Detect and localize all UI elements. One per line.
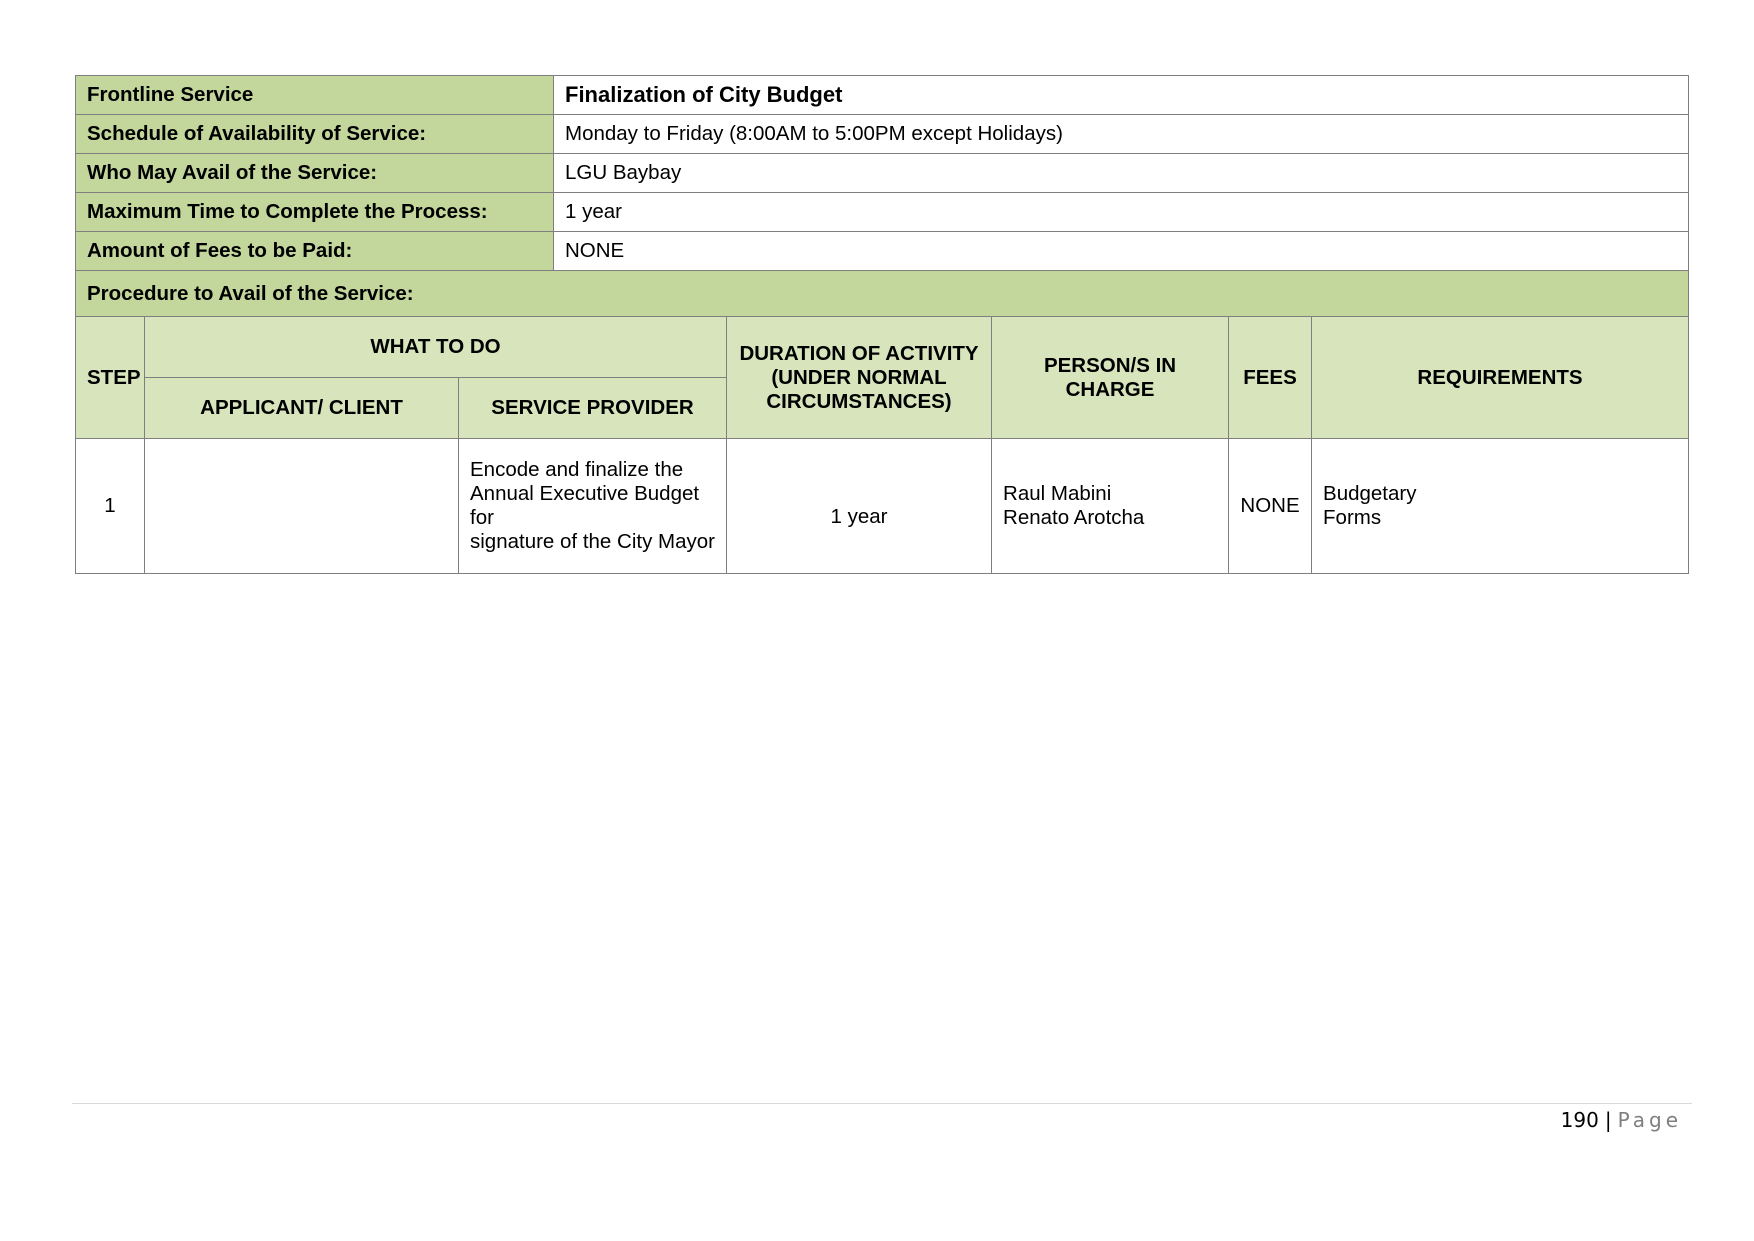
duration-header-line: DURATION OF ACTIVITY xyxy=(739,341,979,365)
person-line: Raul Mabini xyxy=(1003,482,1112,505)
who-may-avail-row xyxy=(76,154,1689,193)
step-number: 1 xyxy=(76,439,145,574)
steps-table xyxy=(75,316,1689,574)
requirements-line: Forms xyxy=(1323,506,1382,529)
frontline-row xyxy=(76,76,1689,115)
duration-header-line: (UNDER NORMAL xyxy=(771,365,947,389)
page-word: Page xyxy=(1617,1108,1682,1132)
person-line: Renato Arotcha xyxy=(1003,506,1145,529)
page-footer xyxy=(1561,1107,1682,1133)
schedule-label: Schedule of Availability of Service: xyxy=(76,115,554,154)
who-may-avail-value: LGU Baybay xyxy=(554,154,1689,193)
steps-header-row xyxy=(76,317,1689,378)
requirements-line: Budgetary xyxy=(1323,482,1417,505)
fees-row xyxy=(76,232,1689,271)
max-time-row xyxy=(76,193,1689,232)
schedule-row xyxy=(76,115,1689,154)
service-provider-line: Encode and finalize the xyxy=(470,458,684,481)
table-row xyxy=(76,439,1689,574)
duration-header-line: CIRCUMSTANCES) xyxy=(766,389,952,413)
fees-header: FEES xyxy=(1229,317,1312,439)
step-header: STEP xyxy=(76,317,145,439)
schedule-value: Monday to Friday (8:00AM to 5:00PM except Holidays) xyxy=(554,115,1689,154)
page-separator: | xyxy=(1604,1108,1612,1132)
service-provider-line: Annual Executive Budget for xyxy=(470,482,700,529)
applicant-client-header: APPLICANT/ CLIENT xyxy=(145,378,459,439)
service-info-table xyxy=(75,75,1689,317)
service-provider-header: SERVICE PROVIDER xyxy=(459,378,727,439)
footer-divider xyxy=(72,1103,1692,1104)
requirements-header: REQUIREMENTS xyxy=(1312,317,1689,439)
person-in-charge-header: PERSON/S IN CHARGE xyxy=(992,317,1229,439)
duration-cell: 1 year xyxy=(727,439,992,574)
frontline-label: Frontline Service xyxy=(76,76,554,115)
applicant-cell xyxy=(145,439,459,574)
page-number: 190 xyxy=(1560,1108,1599,1132)
max-time-value: 1 year xyxy=(554,193,1689,232)
service-provider-line: signature of the City Mayor xyxy=(470,530,715,553)
procedure-label: Procedure to Avail of the Service: xyxy=(76,271,1689,317)
person-in-charge-cell xyxy=(992,439,1229,574)
max-time-label: Maximum Time to Complete the Process: xyxy=(76,193,554,232)
procedure-row xyxy=(76,271,1689,317)
what-to-do-header: WHAT TO DO xyxy=(145,317,727,378)
service-provider-cell xyxy=(459,439,727,574)
service-table-container xyxy=(75,75,1689,574)
duration-header xyxy=(727,317,992,439)
who-may-avail-label: Who May Avail of the Service: xyxy=(76,154,554,193)
fees-cell: NONE xyxy=(1229,439,1312,574)
fees-label: Amount of Fees to be Paid: xyxy=(76,232,554,271)
frontline-value: Finalization of City Budget xyxy=(554,76,1689,115)
requirements-cell xyxy=(1312,439,1689,574)
fees-value: NONE xyxy=(554,232,1689,271)
